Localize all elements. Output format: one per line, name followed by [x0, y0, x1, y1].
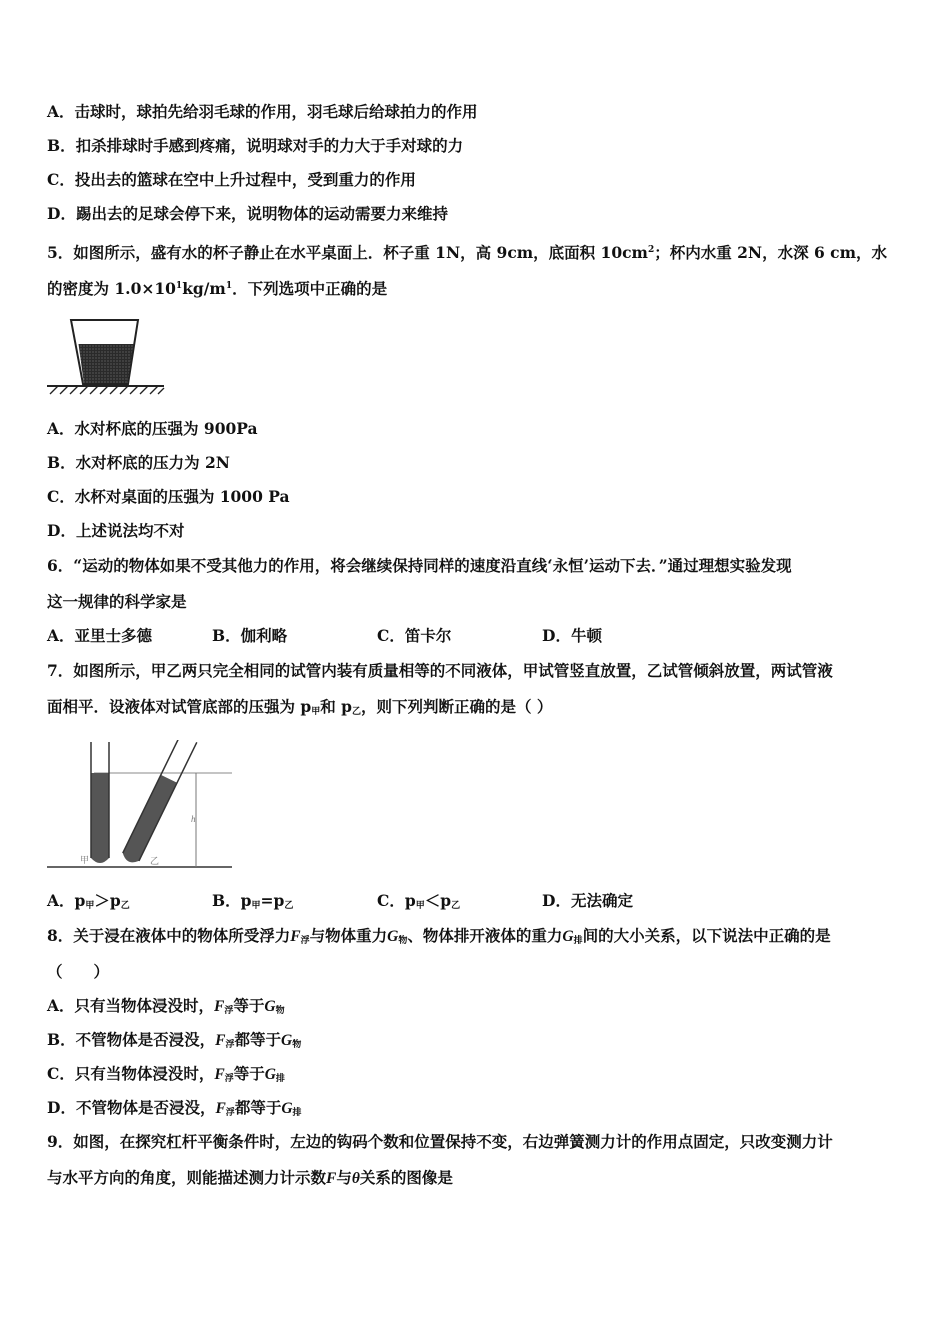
- q7-option-d: D．无法确定: [542, 891, 633, 910]
- q5-stem-line1: 5．如图所示，盛有水的杯子静止在水平桌面上．杯子重 1N，高 9cm，底面积 $10cm^2$；杯内水重 2N，水深 6 cm，水: [47, 243, 888, 262]
- q9-stem-line1: 9．如图，在探究杠杆平衡条件时，左边的钩码个数和位置保持不变，右边弹簧测力计的作用点固定，只改变测力计: [47, 1132, 833, 1151]
- test-tubes-figure: [44, 740, 236, 872]
- table-hatch: [50, 386, 164, 394]
- tube-yi-liquid: [121, 775, 178, 866]
- q6-option-a: A．亚里士多德: [47, 626, 153, 645]
- q5-option-c: C．水杯对桌面的压强为 1000 Pa: [47, 487, 290, 506]
- q5-stem-line2: 的密度为 $1.0\times 10^1kg/m^1$．下列选项中正确的是: [47, 279, 388, 298]
- q6-stem-line2: 这一规律的科学家是: [47, 592, 187, 611]
- q6-stem-line1: 6．“运动的物体如果不受其他力的作用，将会继续保持同样的速度沿直线‘永恒’运动下去．”通过理想实验发现: [47, 556, 792, 575]
- q8-stem-line2: （ ）: [47, 962, 110, 981]
- q6-option-c: C．笛卡尔: [377, 626, 452, 645]
- q7-stem-line1: 7．如图所示，甲乙两只完全相同的试管内装有质量相等的不同液体，甲试管竖直放置，乙试管倾斜放置，两试管液: [47, 661, 833, 680]
- q8-option-a: A．只有当物体浸没时，$F_浮$等于$G_物$: [47, 996, 285, 1016]
- label-yi: 乙: [150, 857, 160, 867]
- q4-option-d: D．踢出去的足球会停下来，说明物体的运动需要力来维持: [47, 204, 448, 223]
- q6-option-b: B．伽利略: [212, 626, 288, 645]
- q8-option-d: D．不管物体是否浸没，$F_浮$都等于$G_排$: [47, 1098, 302, 1118]
- q5-option-d: D．上述说法均不对: [47, 521, 185, 540]
- label-jia: 甲: [80, 856, 90, 866]
- q4-option-a: A．击球时，球拍先给羽毛球的作用，羽毛球后给球拍力的作用: [47, 102, 478, 121]
- q6-option-d: D．牛顿: [542, 626, 602, 645]
- cup-on-table-figure: [44, 318, 170, 398]
- tube-yi: [121, 740, 197, 865]
- q5-option-b: B．水对杯底的压力为 2N: [47, 453, 230, 472]
- q5-option-a: A．水对杯底的压强为 900Pa: [47, 419, 258, 438]
- q7-stem-line2: 面相平．设液体对试管底部的压强为 $p_甲$和 $p_乙$，则下列判断正确的是（ ）: [47, 697, 553, 717]
- water-fill: [79, 344, 134, 384]
- tube-jia-liquid: [91, 773, 109, 863]
- q7-option-c: C．$p_甲<p_乙$: [377, 891, 461, 911]
- q4-option-c: C．投出去的篮球在空中上升过程中，受到重力的作用: [47, 170, 416, 189]
- q9-stem-line2: 与水平方向的角度，则能描述测力计示数F与θ关系的图像是: [47, 1168, 453, 1187]
- q8-stem-line1: 8．关于浸在液体中的物体所受浮力$F_浮$与物体重力$G_物$、物体排开液体的重力$G_排$间的大小关系，以下说法中正确的是: [47, 926, 831, 946]
- q8-option-c: C．只有当物体浸没时，$F_浮$等于$G_排$: [47, 1064, 285, 1084]
- q7-option-a: A．$p_甲>p_乙$: [47, 891, 130, 911]
- q8-option-b: B．不管物体是否浸没，$F_浮$都等于$G_物$: [47, 1030, 302, 1050]
- q7-option-b: B．$p_甲=p_乙$: [212, 891, 294, 911]
- height-label: h: [191, 814, 196, 824]
- q4-option-b: B．扣杀排球时手感到疼痛，说明球对手的力大于手对球的力: [47, 136, 464, 155]
